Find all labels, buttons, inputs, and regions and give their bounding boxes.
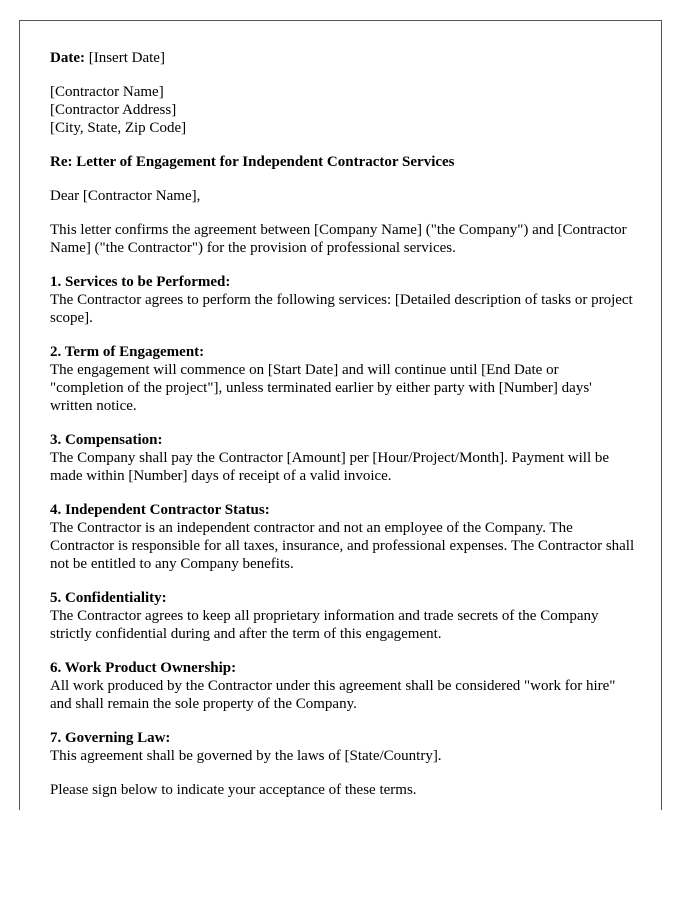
section-body: The Company shall pay the Contractor [Amount] per [Hour/Project/Month]. Payment will be made within [Number] days of receipt of a valid invoice. (50, 450, 610, 484)
letter-page (19, 20, 662, 810)
section-title: 4. Independent Contractor Status: (50, 502, 270, 518)
section-body: The Contractor agrees to keep all proprietary information and trade secrets of the Company strictly confidential during and after the term of this engagement. (50, 608, 599, 642)
recipient-city: [City, State, Zip Code] (50, 120, 187, 136)
salutation: Dear [Contractor Name], (50, 188, 201, 204)
section-body: The engagement will commence on [Start Date] and will continue until [End Date or "completion of the project"], unless terminated earlier by either party with [Number] days' written notice. (50, 362, 592, 414)
section-title: 5. Confidentiality: (50, 590, 167, 606)
section-body: The Contractor is an independent contractor and not an employee of the Company. The Contractor is responsible for all taxes, insurance, and professional expenses. The Contractor shall not be entitled to any Company benefits. (50, 520, 635, 572)
recipient-street: [Contractor Address] (50, 102, 177, 118)
section-6 (50, 659, 635, 713)
intro-paragraph: This letter confirms the agreement between [Company Name] ("the Company") and [Contractor Name] ("the Contractor") for the provision of professional services. (50, 222, 627, 256)
section-title: 2. Term of Engagement: (50, 344, 205, 360)
section-4 (50, 501, 635, 573)
date-label: Date: (50, 50, 85, 66)
date-line (50, 49, 635, 67)
section-2 (50, 343, 635, 415)
section-title: 1. Services to be Performed: (50, 274, 231, 290)
closing-paragraph: Please sign below to indicate your acceptance of these terms. (50, 782, 417, 798)
section-5 (50, 589, 635, 643)
recipient-address (50, 83, 635, 137)
date-value: [Insert Date] (88, 50, 165, 66)
section-title: 3. Compensation: (50, 432, 163, 448)
recipient-name: [Contractor Name] (50, 84, 164, 100)
section-3 (50, 431, 635, 485)
subject-line: Re: Letter of Engagement for Independent Contractor Services (50, 154, 455, 170)
letter-content (50, 49, 635, 815)
section-1 (50, 273, 635, 327)
section-title: 7. Governing Law: (50, 730, 171, 746)
section-title: 6. Work Product Ownership: (50, 660, 237, 676)
section-7 (50, 729, 635, 765)
section-body: The Contractor agrees to perform the following services: [Detailed description of tasks or project scope]. (50, 292, 633, 326)
section-body: All work produced by the Contractor under this agreement shall be considered "work for hire" and shall remain the sole property of the Company. (50, 678, 616, 712)
section-body: This agreement shall be governed by the laws of [State/Country]. (50, 748, 442, 764)
